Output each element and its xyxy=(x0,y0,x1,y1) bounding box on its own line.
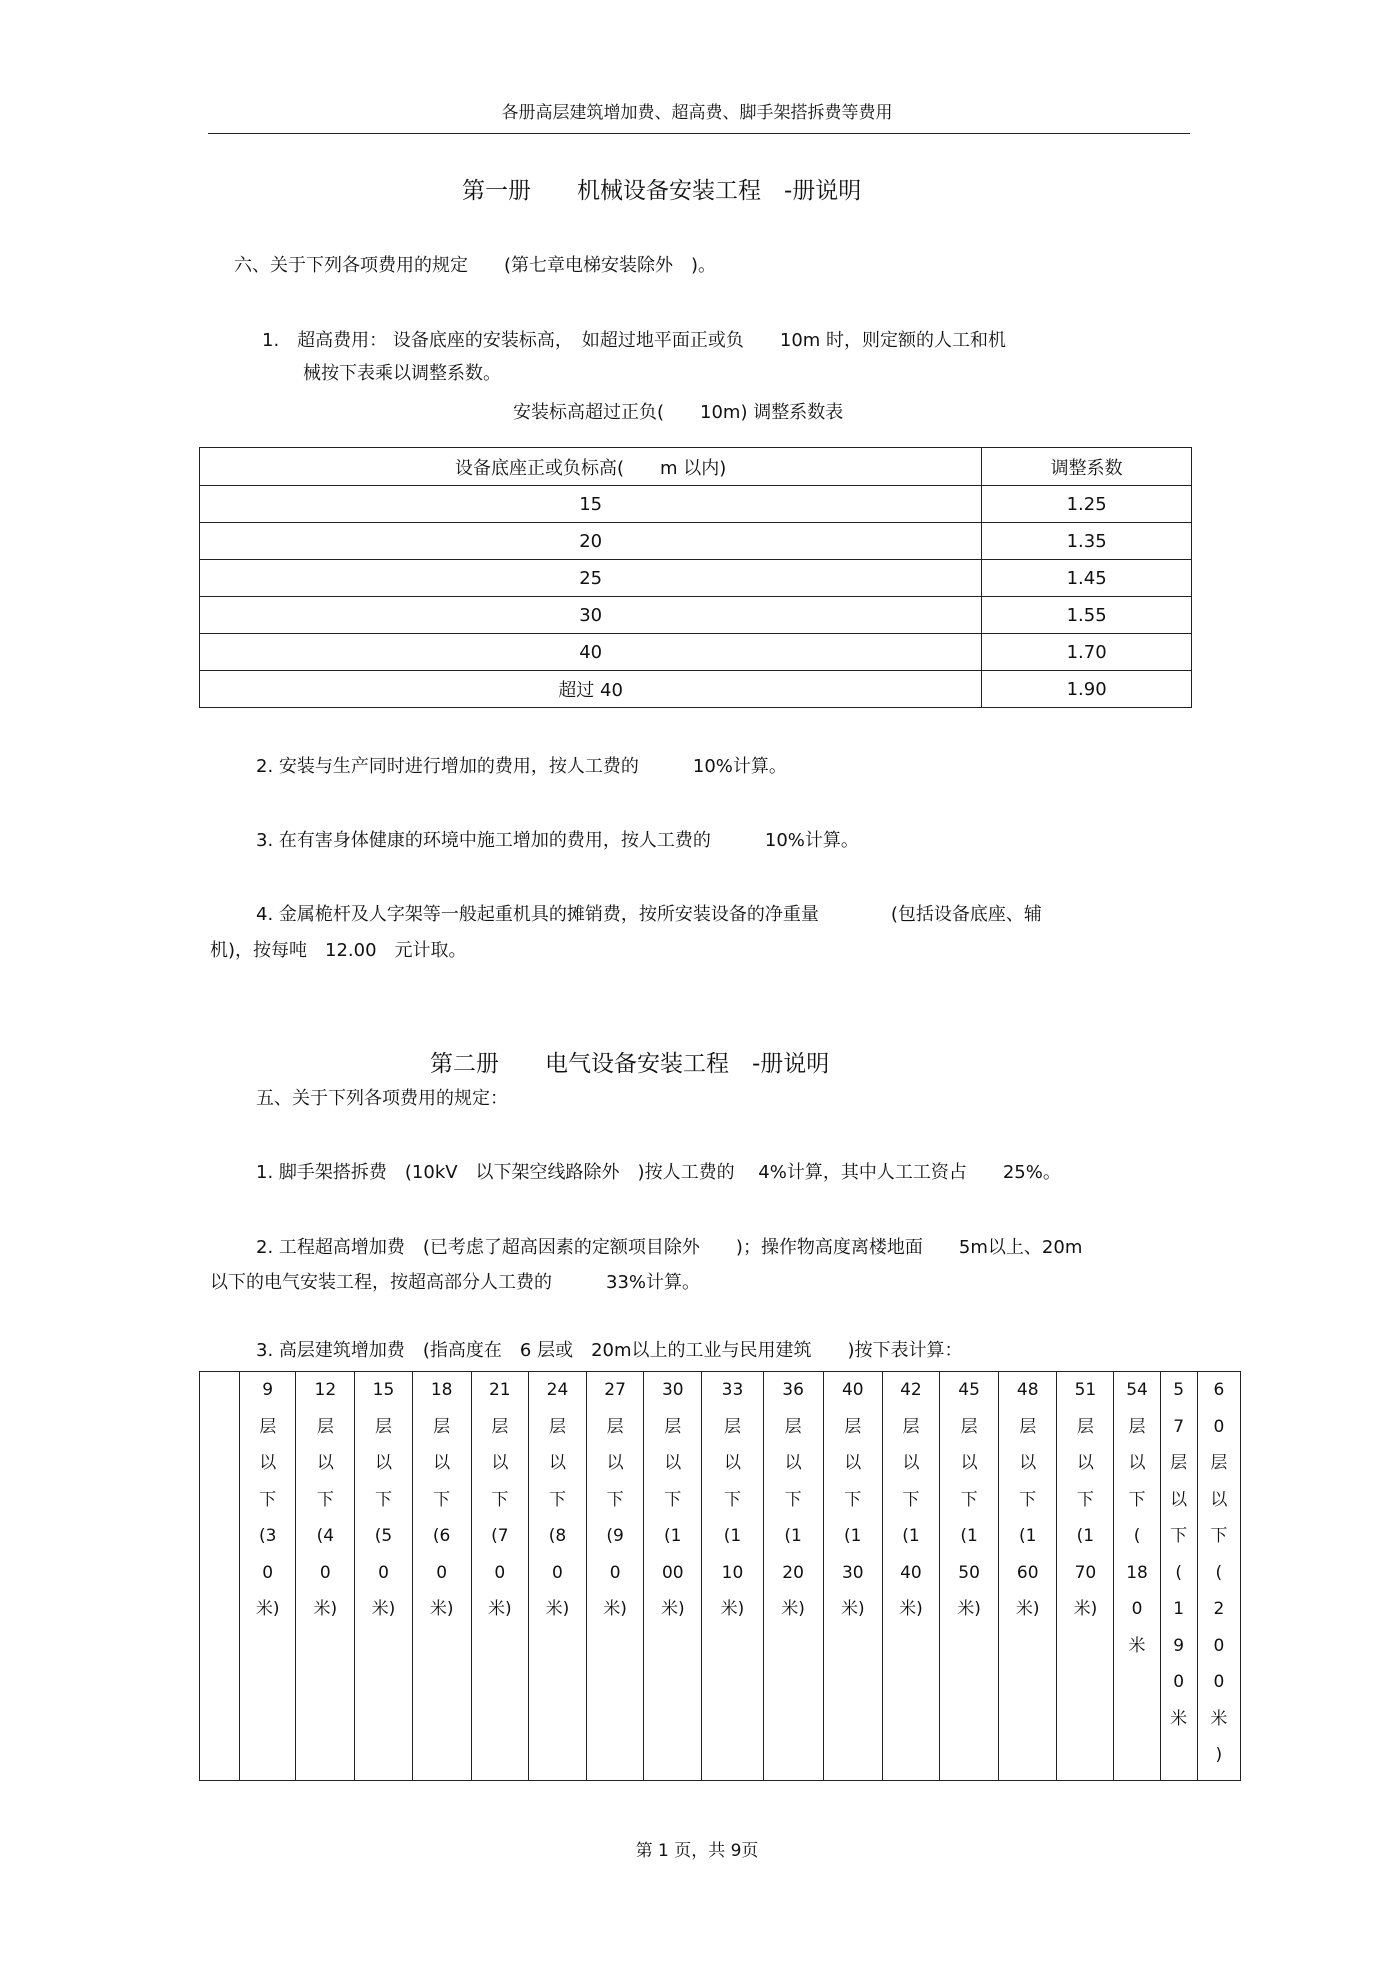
column-header-glyph: 下 xyxy=(606,1489,624,1510)
column-header-glyph: 下 xyxy=(1076,1489,1094,1510)
column-header-glyph: 0 xyxy=(552,1562,563,1583)
column-header-glyph: 米) xyxy=(957,1599,981,1619)
floor-column-header xyxy=(763,1372,823,1781)
column-header-glyph: 米 xyxy=(1128,1635,1146,1656)
column-header-glyph: 下 xyxy=(316,1489,334,1510)
table-row xyxy=(200,597,1192,634)
table1-caption: 安装标高超过正负( 10m) 调整系数表 xyxy=(513,402,844,423)
floor-column-header xyxy=(702,1372,763,1781)
table-cell: 25 xyxy=(200,560,982,597)
column-header-glyph: 层 xyxy=(1019,1416,1037,1437)
column-header-glyph: 下 xyxy=(1019,1489,1037,1510)
column-header-glyph: 0 xyxy=(1213,1416,1225,1437)
column-header-glyph: 以 xyxy=(433,1453,451,1473)
column-header-glyph: 50 xyxy=(958,1562,980,1583)
column-header-glyph: 层 xyxy=(902,1416,920,1437)
section2-item2-line1: 2. 工程超高增加费 (已考虑了超高因素的定额项目除外 )；操作物高度离楼地面 5m以上、20m xyxy=(256,1237,1083,1258)
column-header-glyph: 0 xyxy=(1213,1672,1225,1692)
floor-column-header xyxy=(355,1372,412,1781)
table-cell: 30 xyxy=(200,597,982,634)
floor-column-header xyxy=(823,1372,882,1781)
table-row xyxy=(200,671,1192,708)
table-header-row xyxy=(200,448,1192,486)
column-header-glyph: 33 xyxy=(721,1380,744,1400)
column-header-glyph: 0 xyxy=(1213,1635,1225,1656)
column-header-glyph: ( xyxy=(1215,1562,1223,1583)
table-cell: 40 xyxy=(200,634,982,671)
column-header-glyph: 以 xyxy=(375,1453,392,1473)
column-header-glyph: 米) xyxy=(313,1599,338,1619)
column-header-glyph: 15 xyxy=(372,1380,395,1400)
column-header-glyph: 0 xyxy=(378,1562,389,1583)
column-header-glyph: 层 xyxy=(491,1416,509,1437)
section2-item3: 3. 高层建筑增加费 (指高度在 6 层或 20m以上的工业与民用建筑 )按下表计算： xyxy=(256,1340,963,1361)
column-header-glyph: 0 xyxy=(609,1562,621,1583)
table-cell: 1.55 xyxy=(982,597,1192,634)
column-header-glyph: 米) xyxy=(545,1599,570,1619)
table-cell: 1.25 xyxy=(982,486,1192,523)
column-header-glyph: 层 xyxy=(606,1416,624,1437)
column-header-glyph: 层 xyxy=(844,1416,862,1437)
table-cell: 1.45 xyxy=(982,560,1192,597)
column-header-glyph: 36 xyxy=(782,1380,804,1400)
table-header-row xyxy=(200,1372,1241,1781)
column-header-glyph: 12 xyxy=(314,1380,337,1400)
column-header-glyph: 层 xyxy=(548,1416,566,1437)
column-header-glyph: (1 xyxy=(1076,1526,1095,1546)
column-header-glyph: 以 xyxy=(491,1453,509,1473)
column-header-glyph: 层 xyxy=(960,1416,978,1437)
adjustment-coefficient-table xyxy=(199,447,1192,708)
floor-column-header xyxy=(1160,1372,1197,1781)
floor-column-header xyxy=(644,1372,702,1781)
column-header-glyph: 下 xyxy=(1170,1526,1188,1546)
column-header-glyph: 51 xyxy=(1074,1380,1097,1400)
section2-item1: 1. 脚手架搭拆费 (10kV 以下架空线路除外 )按人工费的 4%计算，其中人工工资占 25%。 xyxy=(256,1162,1061,1183)
column-header-glyph: 0 xyxy=(436,1562,448,1583)
column-header-glyph: 10 xyxy=(721,1562,744,1583)
column-header-glyph: (5 xyxy=(374,1526,393,1546)
table-cell: 20 xyxy=(200,523,982,560)
column-header-glyph: 18 xyxy=(1126,1562,1148,1583)
column-header-glyph: (3 xyxy=(258,1526,277,1546)
column-header-glyph: 下 xyxy=(491,1489,509,1510)
header-rule xyxy=(208,133,1190,134)
column-header-glyph: 以 xyxy=(902,1453,920,1473)
column-header-glyph: 0 xyxy=(494,1562,506,1583)
column-header-glyph: 层 xyxy=(259,1416,277,1437)
column-header-glyph: (6 xyxy=(432,1526,451,1546)
floor-column-header xyxy=(296,1372,355,1781)
column-header-glyph: 以 xyxy=(1210,1489,1228,1510)
column-header-glyph: (4 xyxy=(316,1526,335,1546)
column-header-glyph: 下 xyxy=(433,1489,451,1510)
floor-column-header xyxy=(1114,1372,1160,1781)
column-header-glyph: 0 xyxy=(262,1562,274,1583)
column-header-glyph: 米) xyxy=(371,1599,396,1619)
column-header-glyph: 米) xyxy=(429,1599,454,1619)
floor-column-header xyxy=(999,1372,1057,1781)
column-header-glyph: 5 xyxy=(1173,1380,1185,1400)
column-header-glyph: 以 xyxy=(844,1453,862,1473)
column-header-glyph: 米) xyxy=(603,1599,627,1619)
section1-item1-line1: 1. 超高费用： 设备底座的安装标高， 如超过地平面正或负 10m 时，则定额的人工和机 xyxy=(262,330,1007,351)
column-header-glyph: 以 xyxy=(723,1453,741,1473)
column-header-glyph: 米) xyxy=(660,1599,685,1619)
column-header-glyph: 层 xyxy=(1076,1416,1094,1437)
floor-column-header xyxy=(1057,1372,1114,1781)
column-header-glyph: 21 xyxy=(488,1380,511,1400)
column-header-glyph: 45 xyxy=(958,1380,980,1400)
column-header-glyph: 米) xyxy=(781,1599,805,1619)
corner-cell xyxy=(200,1372,240,1781)
floor-column-header xyxy=(1197,1372,1240,1781)
table-header-cell: 设备底座正或负标高( m 以内) xyxy=(200,448,982,486)
floor-column-header xyxy=(412,1372,471,1781)
section1-intro: 六、关于下列各项费用的规定 (第七章电梯安装除外 )。 xyxy=(234,255,717,276)
table-row xyxy=(200,634,1192,671)
column-header-glyph: (1 xyxy=(844,1526,862,1546)
running-header: 各册高层建筑增加费、超高费、脚手架搭拆费等费用 xyxy=(501,103,893,123)
floor-column-header xyxy=(587,1372,644,1781)
column-header-glyph: (7 xyxy=(491,1526,509,1546)
column-header-glyph: 米) xyxy=(720,1599,745,1619)
column-header-glyph: 下 xyxy=(664,1489,682,1510)
column-header-glyph: 下 xyxy=(723,1489,741,1510)
column-header-glyph: (9 xyxy=(606,1526,624,1546)
section1-title: 第一册 机械设备安装工程 -册说明 xyxy=(462,178,862,204)
column-header-glyph: 下 xyxy=(844,1489,862,1510)
column-header-glyph: 下 xyxy=(1210,1526,1228,1546)
column-header-glyph: 米) xyxy=(487,1599,512,1619)
column-header-glyph: ( xyxy=(1133,1526,1141,1546)
column-header-glyph: 下 xyxy=(1128,1489,1146,1510)
column-header-glyph: 层 xyxy=(723,1416,741,1437)
floor-column-header xyxy=(240,1372,296,1781)
column-header-glyph: 下 xyxy=(902,1489,920,1510)
section1-item3: 3. 在有害身体健康的环境中施工增加的费用，按人工费的 10%计算。 xyxy=(256,830,859,851)
column-header-glyph: ) xyxy=(1215,1745,1223,1765)
table-cell: 1.70 xyxy=(982,634,1192,671)
column-header-glyph: 20 xyxy=(782,1562,804,1583)
column-header-glyph: (1 xyxy=(664,1526,682,1546)
column-header-glyph: (1 xyxy=(902,1526,920,1546)
column-header-glyph: (1 xyxy=(960,1526,978,1546)
column-header-glyph: 9 xyxy=(262,1380,274,1400)
high-rise-surcharge-table xyxy=(199,1371,1241,1781)
column-header-glyph: 米 xyxy=(1210,1708,1228,1729)
column-header-glyph: 以 xyxy=(664,1453,682,1473)
column-header-glyph: 以 xyxy=(1076,1453,1094,1473)
column-header-glyph: 层 xyxy=(664,1416,682,1437)
column-header-glyph: 30 xyxy=(661,1380,684,1400)
table-row xyxy=(200,560,1192,597)
table-header-cell: 调整系数 xyxy=(982,448,1192,486)
column-header-glyph: 层 xyxy=(375,1416,392,1437)
column-header-glyph: 下 xyxy=(375,1489,392,1510)
column-header-glyph: 米) xyxy=(1073,1599,1098,1619)
floor-column-header xyxy=(528,1372,586,1781)
column-header-glyph: 层 xyxy=(1170,1453,1188,1473)
section1-item4-line1: 4. 金属桅杆及人字架等一般起重机具的摊销费，按所安装设备的净重量 (包括设备底座、辅 xyxy=(256,904,1042,925)
column-header-glyph: (1 xyxy=(723,1526,742,1546)
column-header-glyph: 0 xyxy=(1173,1672,1185,1692)
column-header-glyph: 24 xyxy=(546,1380,569,1400)
column-header-glyph: 以 xyxy=(784,1453,802,1473)
column-header-glyph: (1 xyxy=(1019,1526,1037,1546)
column-header-glyph: 以 xyxy=(548,1453,566,1473)
section2-intro: 五、关于下列各项费用的规定： xyxy=(256,1088,508,1109)
column-header-glyph: 层 xyxy=(1210,1453,1228,1473)
column-header-glyph: 42 xyxy=(900,1380,922,1400)
column-header-glyph: 27 xyxy=(604,1380,626,1400)
section1-item2: 2. 安装与生产同时进行增加的费用，按人工费的 10%计算。 xyxy=(256,756,787,777)
column-header-glyph: 60 xyxy=(1016,1562,1039,1583)
column-header-glyph: 米 xyxy=(1170,1708,1188,1729)
floor-column-header xyxy=(471,1372,528,1781)
table-row xyxy=(200,486,1192,523)
column-header-glyph: 层 xyxy=(1128,1416,1146,1437)
column-header-glyph: ( xyxy=(1175,1562,1182,1583)
column-header-glyph: 层 xyxy=(433,1416,451,1437)
section2-item2-line2: 以下的电气安装工程，按超高部分人工费的 33%计算。 xyxy=(210,1272,701,1293)
section1-item1-line2: 械按下表乘以调整系数。 xyxy=(303,363,501,384)
column-header-glyph: (1 xyxy=(784,1526,802,1546)
column-header-glyph: 层 xyxy=(784,1416,802,1437)
table-cell: 15 xyxy=(200,486,982,523)
page-footer: 第 1 页，共 9页 xyxy=(635,1841,759,1861)
column-header-glyph: 1 xyxy=(1173,1599,1185,1619)
column-header-glyph: 米) xyxy=(1015,1599,1040,1619)
table-cell: 1.90 xyxy=(982,671,1192,708)
column-header-glyph: 以 xyxy=(1128,1453,1146,1473)
column-header-glyph: 0 xyxy=(319,1562,331,1583)
section1-item4-line2: 机)，按每吨 12.00 元计取。 xyxy=(210,940,467,961)
column-header-glyph: 9 xyxy=(1173,1635,1185,1656)
column-header-glyph: 0 xyxy=(1131,1599,1143,1619)
floor-column-header xyxy=(940,1372,999,1781)
column-header-glyph: 2 xyxy=(1213,1599,1225,1619)
column-header-glyph: 18 xyxy=(430,1380,453,1400)
column-header-glyph: 下 xyxy=(960,1489,978,1510)
column-header-glyph: 7 xyxy=(1173,1416,1185,1437)
column-header-glyph: 以 xyxy=(960,1453,978,1473)
column-header-glyph: 米) xyxy=(899,1599,923,1619)
column-header-glyph: 以 xyxy=(259,1453,277,1473)
column-header-glyph: 70 xyxy=(1074,1562,1097,1583)
floor-column-header xyxy=(882,1372,939,1781)
section2-title: 第二册 电气设备安装工程 -册说明 xyxy=(430,1051,830,1077)
column-header-glyph: 下 xyxy=(784,1489,802,1510)
column-header-glyph: 54 xyxy=(1126,1380,1148,1400)
column-header-glyph: 以 xyxy=(1019,1453,1037,1473)
column-header-glyph: 00 xyxy=(661,1562,684,1583)
column-header-glyph: 48 xyxy=(1016,1380,1039,1400)
column-header-glyph: 以 xyxy=(316,1453,334,1473)
column-header-glyph: 40 xyxy=(841,1380,864,1400)
column-header-glyph: 以 xyxy=(606,1453,624,1473)
column-header-glyph: 米) xyxy=(255,1599,280,1619)
table-row xyxy=(200,523,1192,560)
column-header-glyph: (8 xyxy=(548,1526,567,1546)
column-header-glyph: 层 xyxy=(316,1416,334,1437)
column-header-glyph: 下 xyxy=(548,1489,566,1510)
column-header-glyph: 下 xyxy=(259,1489,277,1510)
column-header-glyph: 6 xyxy=(1213,1380,1225,1400)
column-header-glyph: 30 xyxy=(841,1562,864,1583)
column-header-glyph: 40 xyxy=(900,1562,922,1583)
column-header-glyph: 米) xyxy=(840,1599,865,1619)
column-header-glyph: 以 xyxy=(1170,1489,1188,1510)
table-cell: 1.35 xyxy=(982,523,1192,560)
table-cell: 超过 40 xyxy=(200,671,982,708)
